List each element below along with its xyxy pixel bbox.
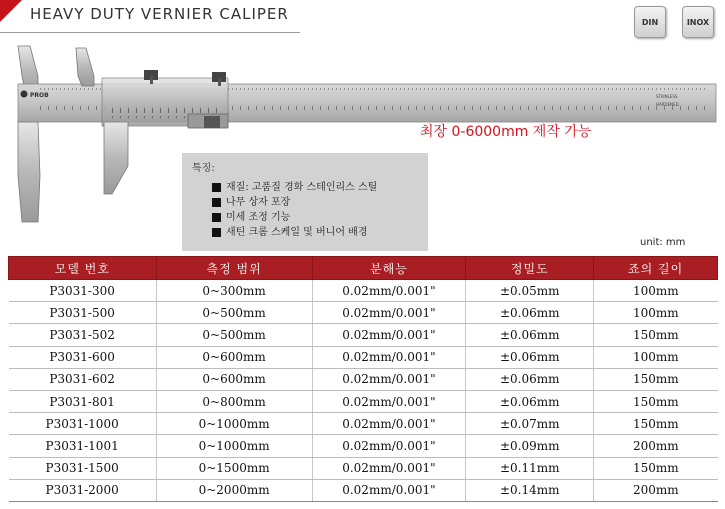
title-accent-triangle xyxy=(0,0,22,22)
table-row: P3031-300 0~300mm 0.02mm/0.001" ±0.05mm 100mm xyxy=(9,280,718,302)
unit-label: unit: mm xyxy=(640,237,686,248)
table-row: P3031-1500 0~1500mm 0.02mm/0.001" ±0.11mm 150mm xyxy=(9,457,718,479)
square-bullet-icon xyxy=(212,198,221,207)
title-underline xyxy=(0,32,300,33)
feature-item: 미세 조정 기능 xyxy=(192,210,418,225)
feature-item: 재질: 고품질 경화 스테인리스 스틸 xyxy=(192,180,418,195)
square-bullet-icon xyxy=(212,183,221,192)
header-range: 측정 범위 xyxy=(156,257,312,280)
title-bar xyxy=(0,0,300,36)
svg-text:STAINLESS: STAINLESS xyxy=(656,94,678,99)
feature-item: 나무 상자 포장 xyxy=(192,195,418,210)
feature-item: 새틴 크롬 스케일 및 버니어 배경 xyxy=(192,225,418,240)
features-box xyxy=(182,153,428,251)
inox-badge: INOX xyxy=(682,6,714,38)
table-header-row xyxy=(9,257,718,280)
table-row: P3031-1001 0~1000mm 0.02mm/0.001" ±0.09mm 200mm xyxy=(9,435,718,457)
table-row: P3031-1000 0~1000mm 0.02mm/0.001" ±0.07mm 150mm xyxy=(9,413,718,435)
svg-text:HARDENED: HARDENED xyxy=(656,102,679,107)
table-row: P3031-500 0~500mm 0.02mm/0.001" ±0.06mm 100mm xyxy=(9,302,718,324)
features-title: 특징: xyxy=(192,163,215,174)
header-jaw-length: 죠의 길이 xyxy=(594,257,718,280)
table-row: P3031-801 0~800mm 0.02mm/0.001" ±0.06mm 150mm xyxy=(9,390,718,412)
square-bullet-icon xyxy=(212,213,221,222)
page-title: HEAVY DUTY VERNIER CALIPER xyxy=(30,5,289,23)
din-badge: DIN xyxy=(634,6,666,38)
table-row: P3031-602 0~600mm 0.02mm/0.001" ±0.06mm 150mm xyxy=(9,368,718,390)
table-row: P3031-2000 0~2000mm 0.02mm/0.001" ±0.14mm 200mm xyxy=(9,479,718,501)
max-length-note: 최장 0-6000mm 제작 가능 xyxy=(420,124,592,140)
table-row: P3031-502 0~500mm 0.02mm/0.001" ±0.06mm 150mm xyxy=(9,324,718,346)
spec-table xyxy=(8,256,718,502)
table-row: P3031-600 0~600mm 0.02mm/0.001" ±0.06mm 100mm xyxy=(9,346,718,368)
header-accuracy: 정밀도 xyxy=(466,257,594,280)
header-resolution: 분해능 xyxy=(312,257,466,280)
svg-text:PROB: PROB xyxy=(30,92,49,99)
square-bullet-icon xyxy=(212,228,221,237)
header-model: 모델 번호 xyxy=(9,257,157,280)
